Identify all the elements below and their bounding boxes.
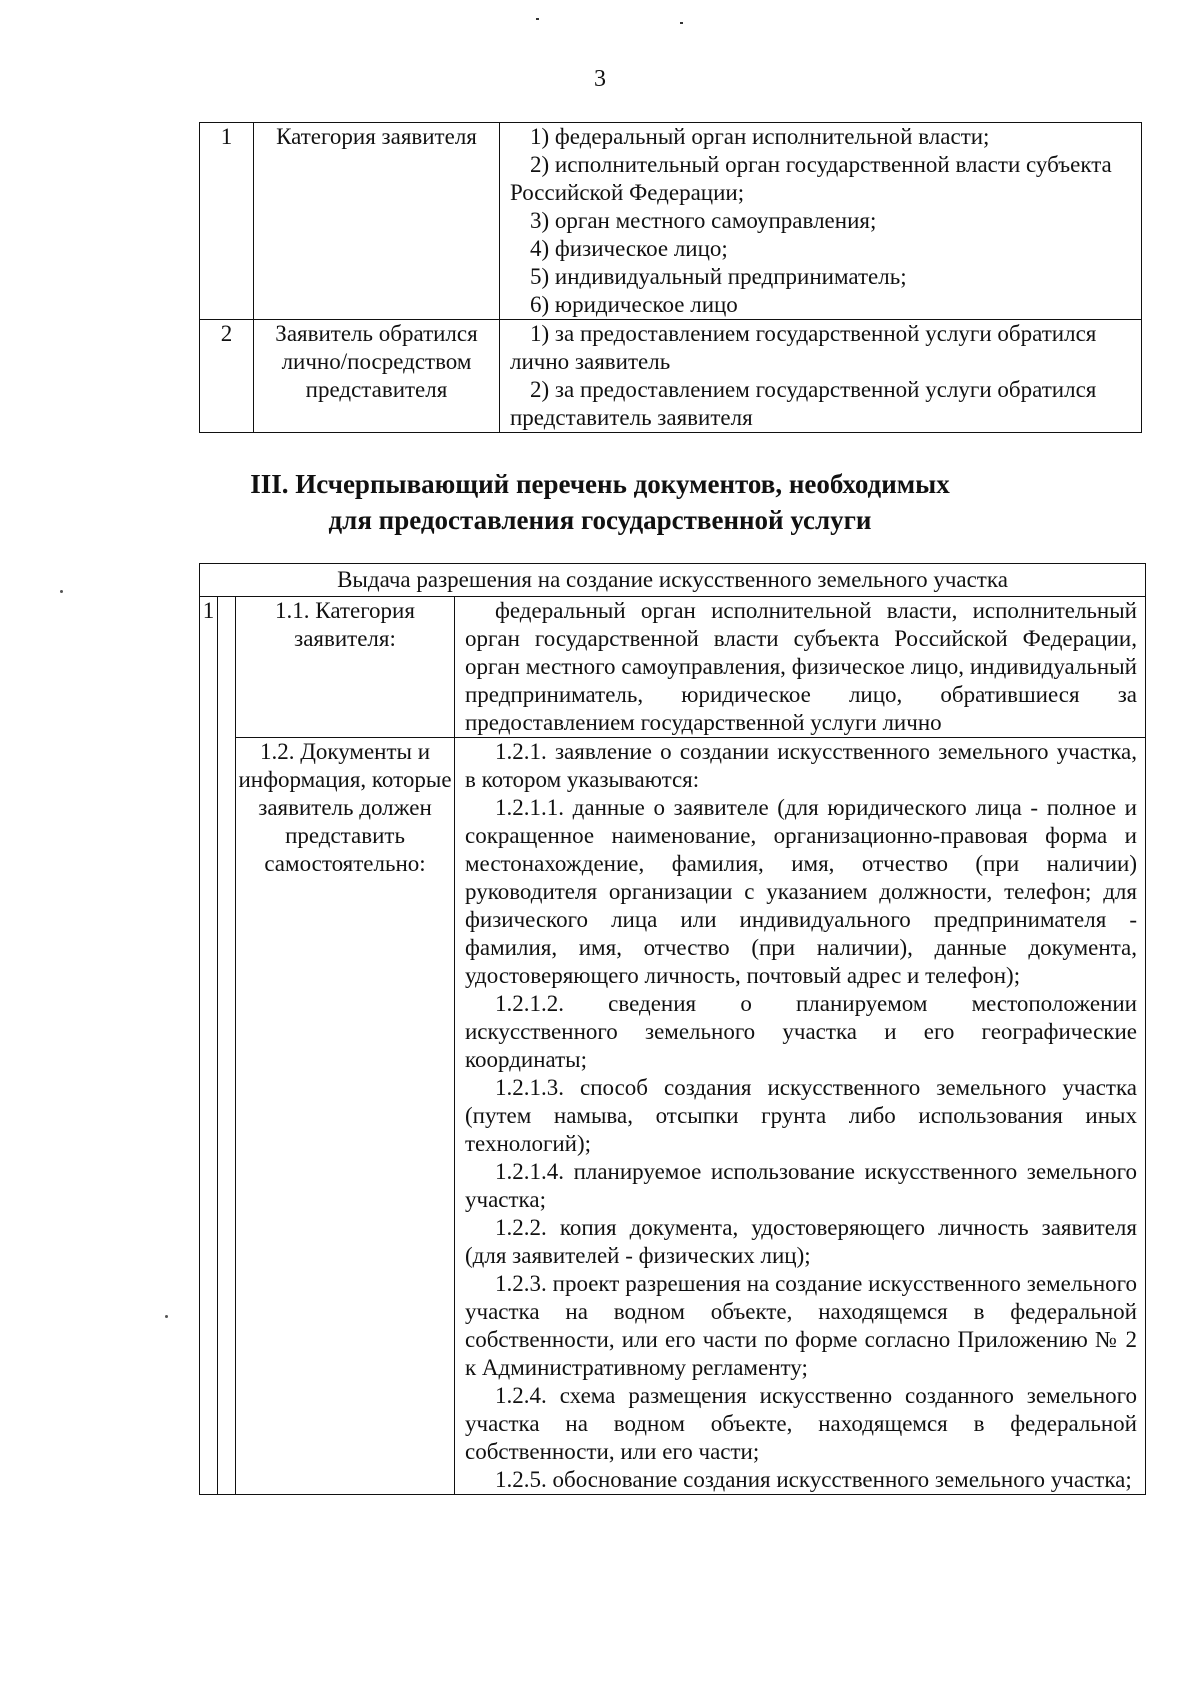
table-row xyxy=(200,597,1146,738)
list-item: 2) за предоставлением государственной услуги обратился представитель заявителя xyxy=(510,377,1097,430)
paragraph: 1.2.1. заявление о создании искусственного земельного участка, в котором указываются: xyxy=(465,739,1137,792)
paragraph: федеральный орган исполнительной власти, исполнительный орган государственной власти субъекта Российской Федерации, орган местного самоуправления, физическое лицо, индивидуальный предприниматель, юридическое лицо, обратившиеся за предоставлением государственной услуги лично xyxy=(465,598,1137,735)
row-value xyxy=(500,123,1142,320)
paragraph: 1.2.1.1. данные о заявителе (для юридического лица - полное и сокращенное наименование, организационно-правовая форма и местонахождение, фамилия, имя, отчество (при наличии) руководителя организации с указанием должности, телефон; для физического лица или индивидуального предпринимателя - фамилия, имя, отчество (при наличии), данные документа, удостоверяющего личность, почтовый адрес и телефон); xyxy=(465,795,1137,988)
list-item: 6) юридическое лицо xyxy=(530,292,738,317)
scan-speck xyxy=(680,22,683,24)
scan-speck xyxy=(60,590,63,593)
table-header-row xyxy=(200,564,1146,597)
row-value xyxy=(500,320,1142,433)
paragraph: 1.2.1.3. способ создания искусственного земельного участка (путем намыва, отсыпки грунта либо использования иных технологий); xyxy=(465,1075,1137,1156)
paragraph: 1.2.2. копия документа, удостоверяющего личность заявителя (для заявителей - физических лиц); xyxy=(465,1215,1137,1268)
row-number: 2 xyxy=(200,320,254,433)
documents-table xyxy=(199,563,1146,1495)
section-title xyxy=(0,466,1200,538)
scan-speck xyxy=(536,18,539,20)
section-title-line: для предоставления государственной услуги xyxy=(328,505,872,535)
paragraph: 1.2.1.4. планируемое использование искусственного земельного участка; xyxy=(465,1159,1137,1212)
list-item: 2) исполнительный орган государственной власти субъекта Российской Федерации; xyxy=(510,152,1112,205)
paragraph: 1.2.3. проект разрешения на создание искусственного земельного участка на водном объекте, находящемся в федеральной собственности, или его части по форме согласно Приложению № 2 к Административному регламенту; xyxy=(465,1271,1137,1380)
row-number: 1 xyxy=(200,123,254,320)
table-row xyxy=(200,320,1142,433)
paragraph: 1.2.4. схема размещения искусственно созданного земельного участка на водном объекте, находящемся в федеральной собственности, или его части; xyxy=(465,1383,1137,1464)
scan-speck xyxy=(165,1315,168,1318)
section-title-line: III. Исчерпывающий перечень документов, необходимых xyxy=(250,469,950,499)
row-label: 1.2. Документы и информация, которые заявитель должен представить самостоятельно: xyxy=(236,738,455,1495)
applicant-table xyxy=(199,122,1142,433)
paragraph: 1.2.1.2. сведения о планируемом местоположении искусственного земельного участка и его географические координаты; xyxy=(465,991,1137,1072)
row-label: Заявитель обратился лично/посредством представителя xyxy=(254,320,500,433)
row-number: 1 xyxy=(200,597,218,1495)
paragraph: 1.2.5. обоснование создания искусственного земельного участка; xyxy=(495,1467,1132,1492)
row-label: Категория заявителя xyxy=(254,123,500,320)
row-label: 1.1. Категория заявителя: xyxy=(236,597,455,738)
row-value xyxy=(455,738,1146,1495)
page-number: 3 xyxy=(594,66,606,92)
list-item: 5) индивидуальный предприниматель; xyxy=(530,264,907,289)
list-item: 1) федеральный орган исполнительной власти; xyxy=(530,124,990,149)
table-row xyxy=(200,123,1142,320)
empty-cell xyxy=(218,597,236,1495)
table-header: Выдача разрешения на создание искусственного земельного участка xyxy=(200,564,1146,597)
list-item: 1) за предоставлением государственной услуги обратился лично заявитель xyxy=(510,321,1097,374)
list-item: 3) орган местного самоуправления; xyxy=(530,208,877,233)
table-row xyxy=(200,738,1146,1495)
list-item: 4) физическое лицо; xyxy=(530,236,728,261)
row-value xyxy=(455,597,1146,738)
